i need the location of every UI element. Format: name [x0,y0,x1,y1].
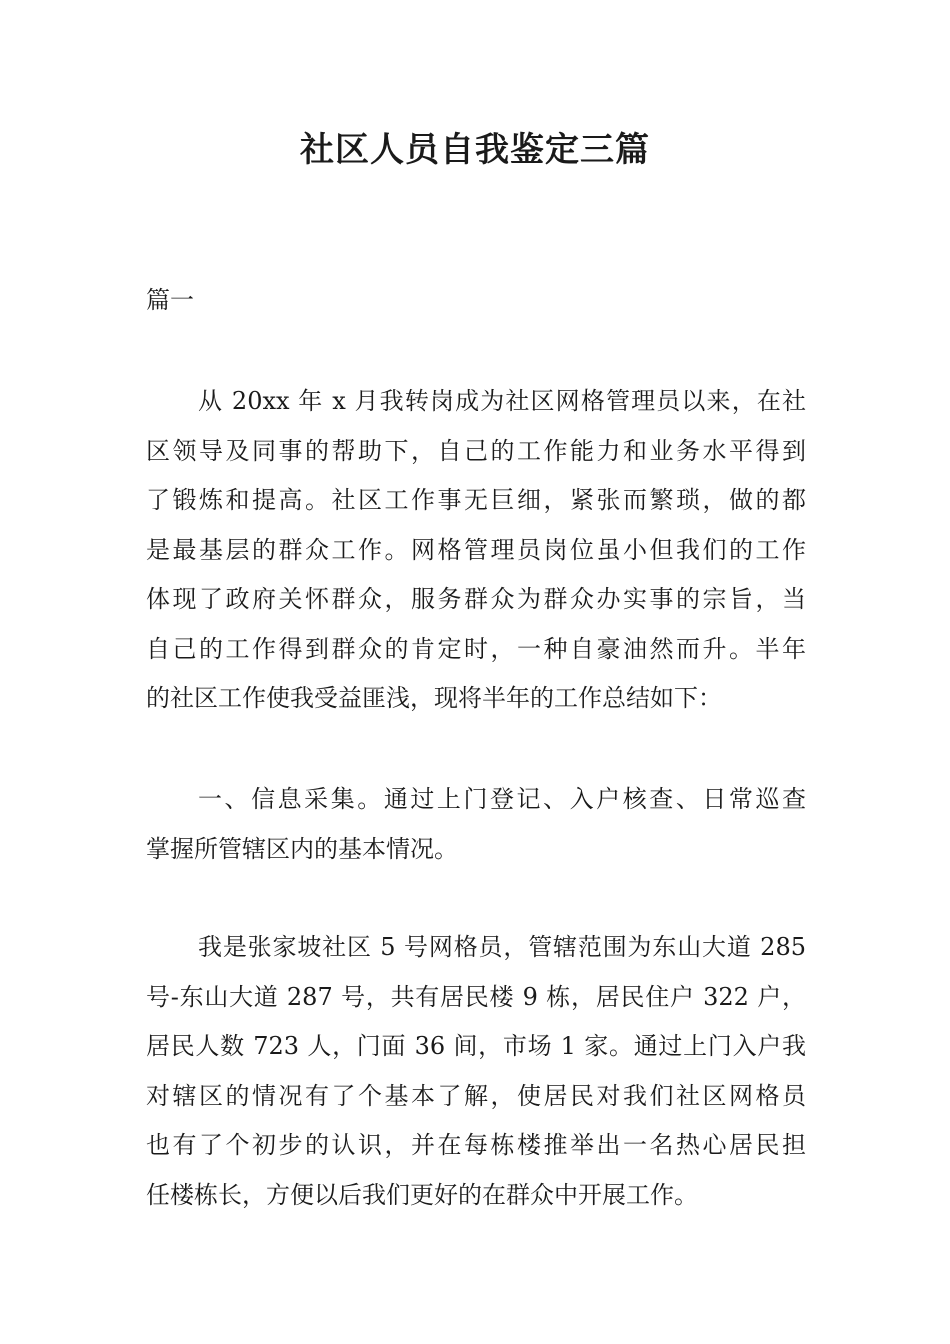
paragraph-line: 号-东山大道 287 号，共有居民楼 9 栋，居民住户 322 户， [146,982,806,1011]
paragraph-line: 对辖区的情况有了个基本了解，使居民对我们社区网格员 [146,1081,806,1110]
paragraph-info-collection [146,775,806,874]
paragraph-line: 区领导及同事的帮助下，自己的工作能力和业务水平得到 [146,436,806,465]
paragraph-line: 我是张家坡社区 5 号网格员，管辖范围为东山大道 285 [198,933,806,961]
paragraph-line: 也有了个初步的认识，并在每栋楼推举出一名热心居民担 [146,1131,806,1159]
paragraph-line: 一、信息采集。通过上门登记、入户核查、日常巡查 [198,785,806,813]
paragraph-intro [146,377,806,724]
paragraph-line: 是最基层的群众工作。网格管理员岗位虽小但我们的工作 [146,535,806,564]
paragraph-grid-details [146,923,806,1220]
document-title: 社区人员自我鉴定三篇 [300,130,650,170]
paragraph-line: 从 20xx 年 x 月我转岗成为社区网格管理员以来，在社 [198,387,806,415]
paragraph-line: 的社区工作使我受益匪浅，现将半年的工作总结如下： [146,684,722,712]
section-label: 篇一 [146,286,194,314]
paragraph-line: 任楼栋长，方便以后我们更好的在群众中开展工作。 [146,1180,698,1209]
paragraph-line: 掌握所管辖区内的基本情况。 [146,834,458,863]
paragraph-line: 自己的工作得到群众的肯定时，一种自豪油然而升。半年 [146,634,806,663]
paragraph-line: 体现了政府关怀群众，服务群众为群众办实事的宗旨，当 [146,585,806,613]
paragraph-line: 了锻炼和提高。社区工作事无巨细，紧张而繁琐，做的都 [146,486,806,514]
paragraph-line: 居民人数 723 人，门面 36 间，市场 1 家。通过上门入户我 [146,1032,806,1060]
